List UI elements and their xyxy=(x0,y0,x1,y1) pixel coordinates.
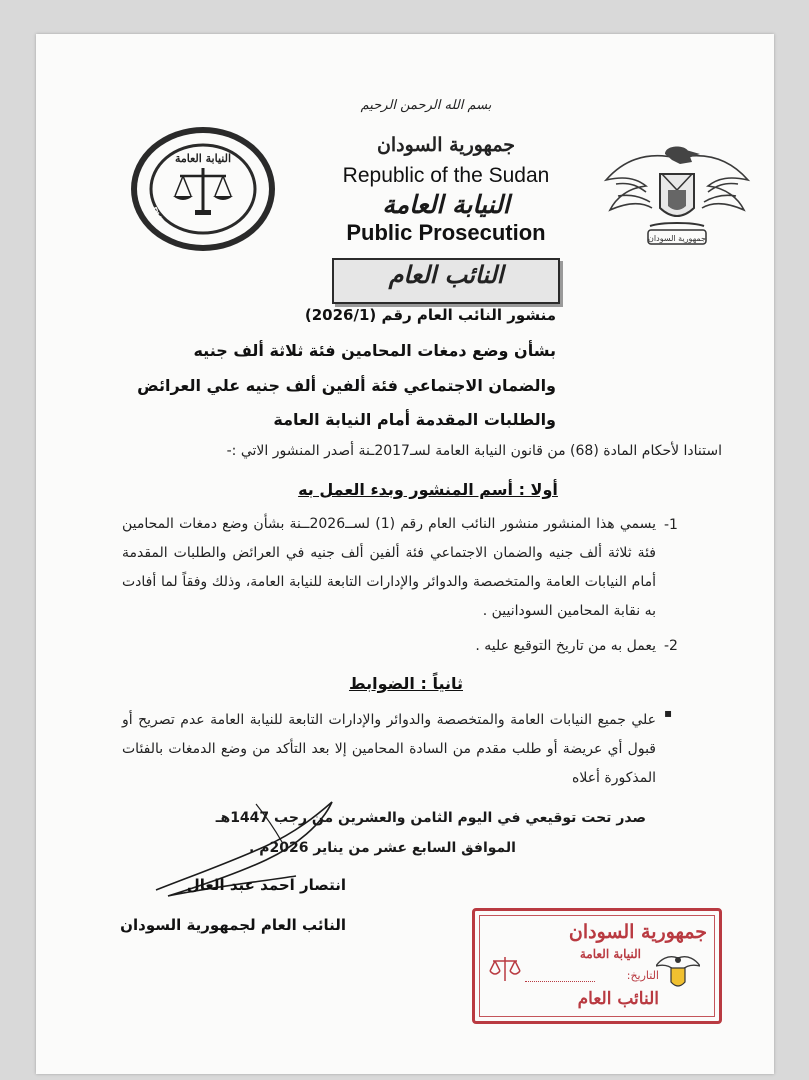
republic-arabic: جمهورية السودان xyxy=(376,134,516,156)
preamble: استنادا لأحكام المادة (68) من قانون النيابة العامة لسـ2017ـنة أصدر المنشور الاتي :- xyxy=(226,443,722,459)
stamp-line-1: جمهورية السودان xyxy=(568,921,707,943)
section-2-heading: ثانياً : الضوابط xyxy=(348,674,463,693)
item-1-text: يسمي هذا المنشور منشور النائب العام رقم (1) لســ2026ــنة بشأن وضع دمغات المحامين فئة ثلاثة ألف جنيه والضمان الاجتماعي فئة ألفين ألف جنيه في العرائض والطلبات المقدمة أمام النيابات العامة والمتخصصة والدوائر والإدارات التابعة للنيابة العامة، وذلك وفقاً لما أفادت به نقابة المحامين السودانيين . xyxy=(122,516,656,619)
item-2-number: -2 xyxy=(664,638,678,654)
circular-title: منشور النائب العام رقم (2026/1) xyxy=(304,306,556,324)
stamp-date-label: التاريخ: xyxy=(626,969,659,982)
issued-line-2: الموافق السابع عشر من يناير 2026م . xyxy=(249,840,516,856)
bullet-icon: ▪ xyxy=(664,706,673,720)
stamp-date-line xyxy=(525,981,595,982)
emblem-ribbon-text: جمهورية السودان xyxy=(648,234,706,243)
signatory-name: انتصار احمد عبد العال xyxy=(186,876,346,894)
sudan-emblem xyxy=(602,130,752,258)
attorney-general-banner: النائب العام xyxy=(332,258,560,304)
basmala: بسم الله الرحمن الرحيم xyxy=(360,98,492,113)
secretary-bird-emblem-icon xyxy=(602,130,752,258)
item-1-number: -1 xyxy=(664,517,678,533)
stamp-line-2: النيابة العامة xyxy=(579,947,641,961)
public-prosecution-seal xyxy=(128,124,278,254)
prosecution-arabic: النيابة العامة xyxy=(382,190,510,219)
prosecution-english: Public Prosecution xyxy=(346,220,546,245)
seal-top-text: النيابة العامة xyxy=(174,152,232,165)
seal-icon xyxy=(128,124,278,254)
circular-subject-line-2: والضمان الاجتماعي فئة ألفين ألف جنيه علي العرائض xyxy=(137,376,556,395)
issued-line-1: صدر تحت توقيعي في اليوم الثامن والعشرين من رجب 1447هـ xyxy=(215,810,646,826)
controls-text: علي جميع النيابات العامة والمتخصصة والدوائر والإدارات التابعة للنيابة العامة عدم تصريح أو قبول أي عريضة أو طلب مقدم من السادة المحامين إلا بعد التأكد من وضع الدمغات بالفئات المذكورة أعلاه xyxy=(122,712,656,786)
scales-icon xyxy=(487,955,523,985)
republic-english: Republic of the Sudan xyxy=(342,164,550,187)
signatory-position: النائب العام لجمهورية السودان xyxy=(120,916,346,934)
stamp-emblem-icon xyxy=(656,952,700,992)
document-page xyxy=(36,34,774,1074)
item-2-text: يعمل به من تاريخ التوقيع عليه . xyxy=(475,638,656,654)
seal-ring-text: PUBLIC PROSECUTION xyxy=(147,205,247,248)
circular-subject-line-3: والطلبات المقدمة أمام النيابة العامة xyxy=(273,410,556,429)
stamp-line-3: النائب العام xyxy=(577,989,659,1009)
section-1-heading: أولا : أسم المنشور وبدء العمل به xyxy=(298,480,558,499)
circular-subject-line-1: بشأن وضع دمغات المحامين فئة ثلاثة ألف جنيه xyxy=(193,341,556,360)
